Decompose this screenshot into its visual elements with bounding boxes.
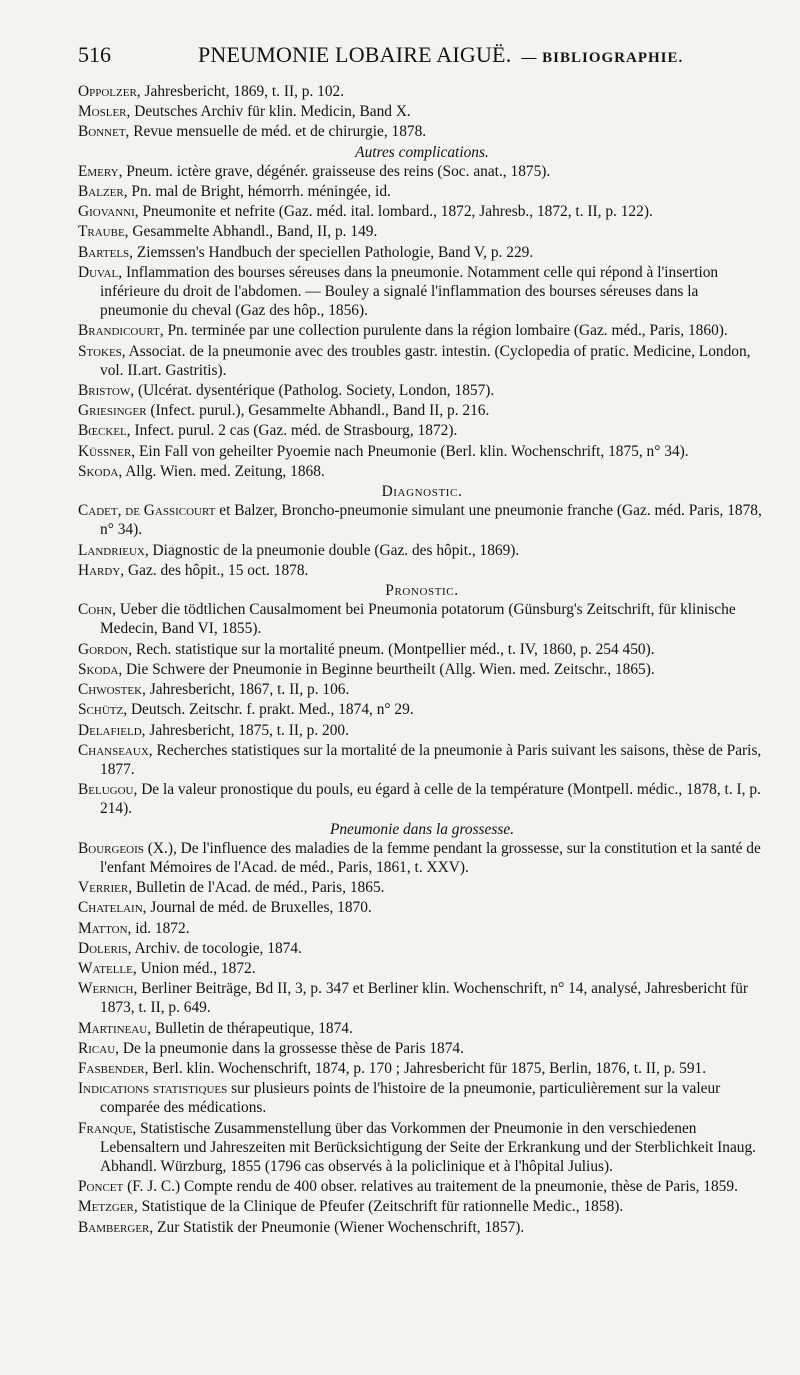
entry-citation: Jahresbericht, 1867, t. II, p. 106. xyxy=(149,681,350,699)
entry-author: Wernich, xyxy=(78,980,138,998)
entry-citation: Bulletin de l'Acad. de méd., Paris, 1865. xyxy=(135,879,385,897)
entry-citation: Zur Statistik der Pneumonie (Wiener Wochenschrift, 1857). xyxy=(157,1218,525,1236)
entry-author: Cohn, xyxy=(78,601,116,619)
entry-citation: Diagnostic de la pneumonie double (Gaz. des hôpit., 1869). xyxy=(152,541,520,559)
entry-citation: (Ulcérat. dysentérique (Patholog. Society, London, 1857). xyxy=(137,382,495,400)
entry-author: Bamberger, xyxy=(78,1218,154,1236)
bibliography-entry xyxy=(78,1197,766,1216)
section-heading: Diagnostic. xyxy=(381,483,463,501)
bibliography-entry xyxy=(78,82,766,101)
bibliography-list xyxy=(78,82,766,1237)
entry-author: Chatelain, xyxy=(78,899,147,917)
entry-citation: (F. J. C.) Compte rendu de 400 obser. relatives au traitement de la pneumonie, thèse de Paris, 1859. xyxy=(127,1178,738,1196)
bibliography-entry xyxy=(78,442,766,461)
entry-citation: Deutsch. Zeitschr. f. prakt. Med., 1874, n° 29. xyxy=(130,701,414,719)
entry-citation: Berl. klin. Wochenschrift, 1874, p. 170 ; Jahresbericht für 1875, Berlin, 1876, t. II, p. 591. xyxy=(152,1059,707,1077)
bibliography-entry xyxy=(78,700,766,719)
running-header xyxy=(78,42,766,78)
entry-citation: Jahresbericht, 1869, t. II, p. 102. xyxy=(144,83,345,100)
entry-author: Poncet xyxy=(78,1178,124,1196)
entry-author: Bonnet, xyxy=(78,123,130,141)
bibliography-entry xyxy=(78,122,766,141)
running-section: — BIBLIOGRAPHIE. xyxy=(521,50,684,66)
entry-citation: Ueber die tödtlichen Causalmoment bei Pneumonia potatorum (Günsburg's Zeitschrift, für klinische Medecin, Band VI, 1855). xyxy=(100,601,736,638)
entry-author: Delafield, xyxy=(78,721,146,739)
entry-author: Mosler, xyxy=(78,103,131,121)
entry-citation: Bulletin de thérapeutique, 1874. xyxy=(154,1019,353,1037)
entry-citation: Jahresbericht, 1875, t. II, p. 200. xyxy=(149,721,349,739)
entry-author: Hardy, xyxy=(78,561,125,579)
bibliography-entry xyxy=(78,342,766,380)
section-heading: Autres complications. xyxy=(355,143,489,161)
bibliography-entry xyxy=(78,741,766,779)
entry-citation: Rech. statistique sur la mortalité pneum. (Montpellier méd., t. IV, 1860, p. 254 450). xyxy=(135,640,655,658)
bibliography-entry xyxy=(78,222,766,241)
section-heading: Pronostic. xyxy=(385,582,459,600)
entry-author: Martineau, xyxy=(78,1019,152,1037)
entry-author: Landrieux, xyxy=(78,541,149,559)
entry-author: Metzger, xyxy=(78,1198,138,1216)
entry-citation: Pneumonite et nefrite (Gaz. méd. ital. lombard., 1872, Jahresb., 1872, t. II, p. 122). xyxy=(142,203,653,221)
entry-citation: id. 1872. xyxy=(135,919,190,937)
entry-author: Indications statistiques xyxy=(78,1080,228,1098)
entry-citation: De la valeur pronostique du pouls, eu égard à celle de la température (Montpell. médic., 1878, t. I, p. 214). xyxy=(100,781,761,818)
bibliography-entry xyxy=(78,1039,766,1058)
entry-author: Griesinger xyxy=(78,402,147,420)
bibliography-entry xyxy=(78,401,766,420)
entry-citation: Statistische Zusammenstellung über das Vorkommen der Pneumonie in den verschiedenen Lebensaltern und Jahreszeiten mit Berücksichtigung der Seite der Erkrankung und der Sterblichkeit Inaug. Abhandl. Würzburg, 1855 (1796 cas observés à la policlinique et à l'hôpital Julius). xyxy=(100,1119,757,1175)
entry-citation: Pn. mal de Bright, hémorrh. méningée, id. xyxy=(131,183,391,201)
entry-citation: Ein Fall von geheilter Pyoemie nach Pneumonie (Berl. klin. Wochenschrift, 1875, n° 34). xyxy=(139,442,689,460)
entry-citation: Pn. terminée par une collection purulente dans la région lombaire (Gaz. méd., Paris, 1860). xyxy=(167,322,728,340)
entry-citation: Gesammelte Abhandl., Band, II, p. 149. xyxy=(132,223,378,241)
entry-citation: Revue mensuelle de méd. et de chirurgie, 1878. xyxy=(133,123,427,141)
running-title: PNEUMONIE LOBAIRE AIGUË. xyxy=(198,42,512,67)
entry-author: Traube, xyxy=(78,223,129,241)
entry-citation: Archiv. de tocologie, 1874. xyxy=(134,939,302,957)
bibliography-entry xyxy=(78,182,766,201)
bibliography-entry xyxy=(78,640,766,659)
entry-author: Fasbender, xyxy=(78,1059,149,1077)
bibliography-entry xyxy=(78,898,766,917)
section-heading: Pneumonie dans la grossesse. xyxy=(329,820,515,838)
entry-citation: Pneum. ictère grave, dégénér. graisseuse des reins (Soc. anat., 1875). xyxy=(126,162,551,180)
bibliography-entry xyxy=(78,780,766,818)
bibliography-entry xyxy=(78,321,766,340)
entry-author: Chwostek, xyxy=(78,681,146,699)
bibliography-entry xyxy=(78,660,766,679)
entry-author: Belugou, xyxy=(78,781,138,799)
bibliography-entry xyxy=(78,919,766,938)
entry-author: Balzer, xyxy=(78,183,128,201)
entry-citation: sur plusieurs points de l'histoire de la pneumonie, particulièrement sur la valeur comparée des médications. xyxy=(100,1080,721,1117)
entry-author: Duval, xyxy=(78,263,123,281)
entry-citation: Journal de méd. de Bruxelles, 1870. xyxy=(150,899,372,917)
entry-author: Skoda, xyxy=(78,462,123,480)
page-number: 516 xyxy=(78,42,111,67)
bibliography-entry xyxy=(78,1218,766,1237)
entry-citation: et Balzer, Broncho-pneumonie simulant une pneumonie franche (Gaz. méd. Paris, 1878, n° 34). xyxy=(100,502,762,539)
entry-citation: De la pneumonie dans la grossesse thèse de Paris 1874. xyxy=(122,1039,464,1057)
entry-author: Ricau, xyxy=(78,1039,120,1057)
bibliography-entry xyxy=(78,680,766,699)
bibliography-entry xyxy=(78,1019,766,1038)
bibliography-entry xyxy=(78,381,766,400)
entry-author: Schütz, xyxy=(78,701,128,719)
bibliography-entry xyxy=(78,202,766,221)
entry-citation: Recherches statistiques sur la mortalité de la pneumonie à Paris suivant les saisons, thèse de Paris, 1877. xyxy=(100,741,762,778)
entry-author: Bœckel, xyxy=(78,422,131,440)
bibliography-entry xyxy=(78,600,766,638)
entry-author: Giovanni, xyxy=(78,203,139,221)
bibliography-entry xyxy=(78,979,766,1017)
entry-citation: (X.), De l'influence des maladies de la femme pendant la grossesse, sur la constitution et la santé de l'enfant Mémoires de l'Acad. de méd., Paris, 1861, t. XXV). xyxy=(100,839,761,876)
bibliography-entry xyxy=(78,421,766,440)
entry-citation: Statistique de la Clinique de Pfeufer (Zeitschrift für rationnelle Medic., 1858). xyxy=(141,1198,624,1216)
entry-citation: Inflammation des bourses séreuses dans la pneumonie. Notamment celle qui répond à l'insertion inférieure du droit de l'abdomen. — Bouley a signalé l'inflammation des bourses séreuses dans la pneumonie du cheval (Gaz des hôp., 1856). xyxy=(100,263,719,320)
entry-author: Verrier, xyxy=(78,879,133,897)
bibliography-entry xyxy=(78,501,766,539)
bibliography-entry xyxy=(78,1079,766,1117)
entry-author: Bristow, xyxy=(78,382,135,400)
entry-citation: Allg. Wien. med. Zeitung, 1868. xyxy=(125,462,325,480)
bibliography-entry xyxy=(78,939,766,958)
entry-author: Emery, xyxy=(78,162,123,180)
bibliography-entry xyxy=(78,541,766,560)
entry-author: Bourgeois xyxy=(78,839,144,857)
bibliography-entry xyxy=(78,1177,766,1196)
bibliography-entry xyxy=(78,1119,766,1177)
entry-citation: Deutsches Archiv für klin. Medicin, Band X. xyxy=(134,103,411,121)
entry-author: Stokes, xyxy=(78,342,126,360)
bibliography-entry xyxy=(78,959,766,978)
bibliography-entry xyxy=(78,1059,766,1078)
entry-author: Skoda, xyxy=(78,660,123,678)
entry-citation: Gaz. des hôpit., 15 oct. 1878. xyxy=(128,561,309,579)
entry-citation: Associat. de la pneumonie avec des troubles gastr. intestin. (Cyclopedia of pratic. Medicine, London, vol. II.art. Gastritis). xyxy=(100,342,751,379)
entry-citation: (Infect. purul.), Gesammelte Abhandl., Band II, p. 216. xyxy=(150,402,490,420)
bibliography-entry xyxy=(78,162,766,181)
entry-author: Bartels, xyxy=(78,243,134,261)
entry-citation: Infect. purul. 2 cas (Gaz. méd. de Strasbourg, 1872). xyxy=(134,422,458,440)
entry-author: Doleris, xyxy=(78,939,132,957)
bibliography-entry xyxy=(78,263,766,321)
entry-author: Watelle, xyxy=(78,959,137,977)
entry-author: Brandicourt, xyxy=(78,322,164,340)
entry-citation: Die Schwere der Pneumonie in Beginne beurtheilt (Allg. Wien. med. Zeitschr., 1865). xyxy=(126,660,655,678)
bibliography-entry xyxy=(78,839,766,877)
entry-citation: Union méd., 1872. xyxy=(140,959,256,977)
entry-author: Matton, xyxy=(78,919,132,937)
bibliography-entry xyxy=(78,243,766,262)
entry-author: Chanseaux, xyxy=(78,741,153,759)
bibliography-entry xyxy=(78,561,766,580)
bibliography-entry xyxy=(78,462,766,481)
entry-author: Küssner, xyxy=(78,442,136,460)
entry-author: Gordon, xyxy=(78,640,133,658)
bibliography-entry xyxy=(78,878,766,897)
entry-author: Cadet, de Gassicourt xyxy=(78,502,216,520)
entry-author: Oppolzer, xyxy=(78,83,141,100)
entry-citation: Berliner Beiträge, Bd II, 3, p. 347 et Berliner klin. Wochenschrift, n° 14, analysé, Jahresbericht für 1873, t. II, p. 649. xyxy=(100,980,749,1017)
bibliography-entry xyxy=(78,102,766,121)
entry-citation: Ziemssen's Handbuch der speciellen Pathologie, Band V, p. 229. xyxy=(136,243,534,261)
entry-author: Franque, xyxy=(78,1119,137,1137)
bibliography-entry xyxy=(78,721,766,740)
